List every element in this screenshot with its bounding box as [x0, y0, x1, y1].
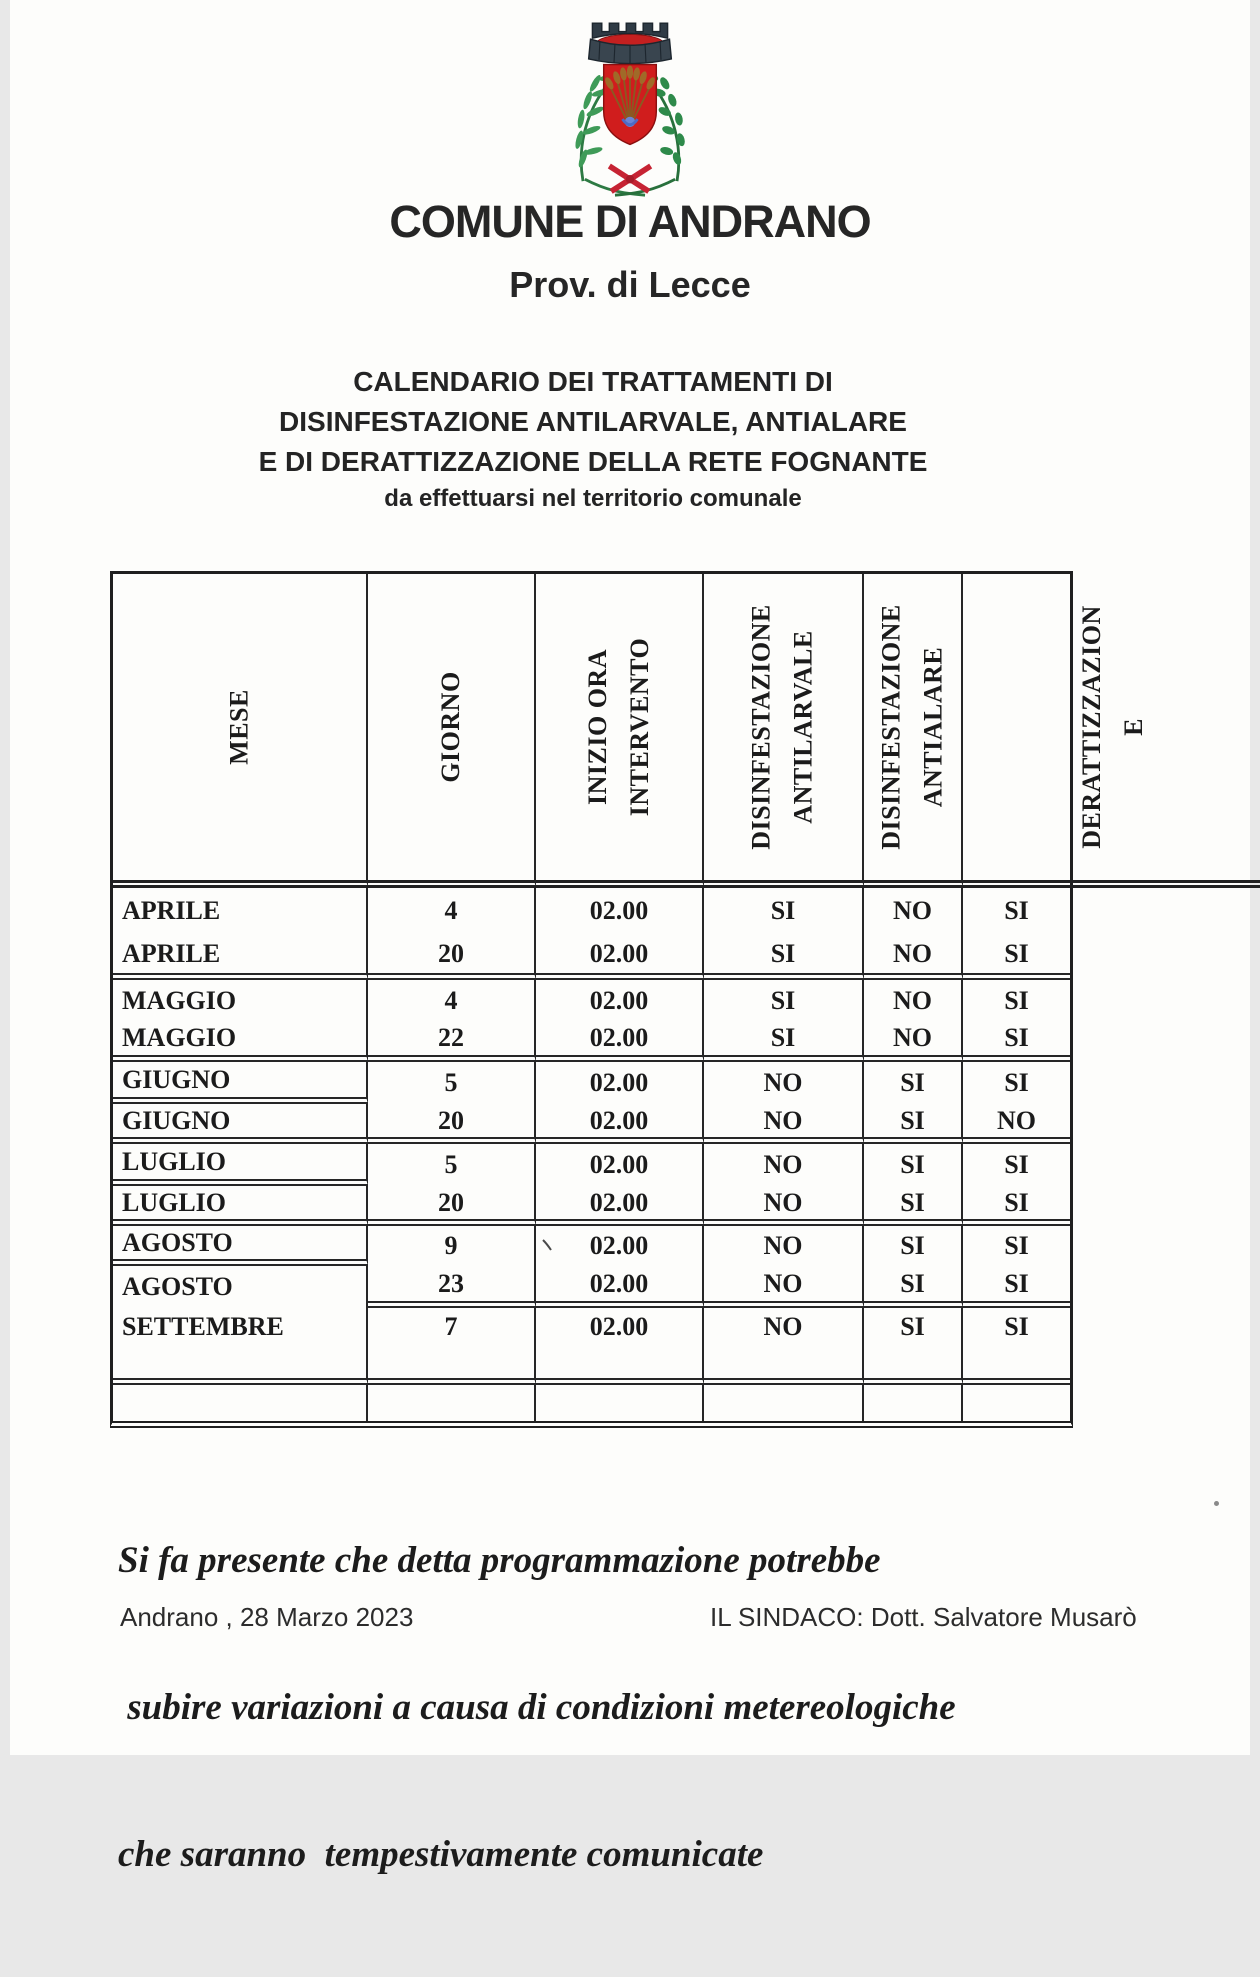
header-disinfestazione-antialare: DISINFESTAZIONE ANTIALARE [864, 574, 963, 888]
header-derattizzazione: DERATTIZZAZION E [963, 574, 1260, 888]
header-disinfestazione-antilarvale: DISINFESTAZIONE ANTILARVALE [704, 574, 864, 888]
note-text [118, 1438, 1178, 1977]
coat-of-arms [552, 10, 708, 198]
mural-crown-icon [589, 23, 672, 63]
calendar-heading-line3: E DI DERATTIZZAZIONE DELLA RETE FOGNANTE [258, 446, 928, 477]
table-row-empty [113, 1385, 1070, 1421]
note-line1: Si fa presente che detta programmazione potrebbe [118, 1540, 881, 1581]
note-line3: che saranno tempestivamente comunicate [118, 1834, 764, 1875]
place-and-date: Andrano , 28 Marzo 2023 [120, 1602, 414, 1632]
calendar-heading-line2: DISINFESTAZIONE ANTILARVALE, ANTIALARE [279, 406, 907, 437]
table-row-maggio-4: MAGGIO 4 02.00 SI NO SI [113, 980, 1070, 1021]
page-subtitle: Prov. di Lecce [509, 264, 751, 305]
scan-artifact-dot [1214, 1501, 1219, 1506]
table-row-giugno-5: GIUGNO 5 02.00 NO SI SI [113, 1062, 1070, 1104]
table-row-giugno-20: GIUGNO 20 02.00 NO SI NO [113, 1104, 1070, 1144]
treatments-table [110, 571, 1148, 1428]
header-mese: MESE [113, 574, 368, 888]
table-row-luglio-20: LUGLIO 20 02.00 NO SI SI [113, 1186, 1070, 1226]
header-inizio-ora-intervento: INIZIO ORA INTERVENTO [536, 574, 704, 888]
table-row-luglio-5: LUGLIO 5 02.00 NO SI SI [113, 1144, 1070, 1186]
table-row-agosto-23: AGOSTO 23 02.00 NO SI SI [113, 1266, 1070, 1308]
document-page [10, 0, 1250, 1875]
calendar-heading-line1: CALENDARIO DEI TRATTAMENTI DI [353, 366, 833, 397]
calendar-heading-line4: da effettuarsi nel territorio comunale [384, 485, 802, 512]
mayor-signature: IL SINDACO: Dott. Salvatore Musarò [710, 1602, 1137, 1632]
coat-of-arms-graphic [552, 10, 708, 198]
ribbon-icon [609, 166, 650, 191]
page-title: COMUNE DI ANDRANO [389, 196, 871, 247]
note-line2: subire variazioni a causa di condizioni metereologiche [118, 1687, 956, 1728]
calendar-heading [110, 362, 1076, 515]
table-row-agosto-9: AGOSTO 9 02.00 NO SI SI [113, 1226, 1070, 1266]
table-row-aprile-4: APRILE 4 02.00 SI NO SI [113, 888, 1070, 934]
table-row-maggio-22: MAGGIO 22 02.00 SI NO SI [113, 1021, 1070, 1062]
header-giorno: GIORNO [368, 574, 536, 888]
table-row-aprile-20: APRILE 20 02.00 SI NO SI [113, 934, 1070, 980]
table-header-row [113, 574, 1148, 888]
ink-mark [540, 1238, 554, 1252]
table-row-settembre-7: SETTEMBRE 7 02.00 NO SI SI [113, 1308, 1070, 1385]
